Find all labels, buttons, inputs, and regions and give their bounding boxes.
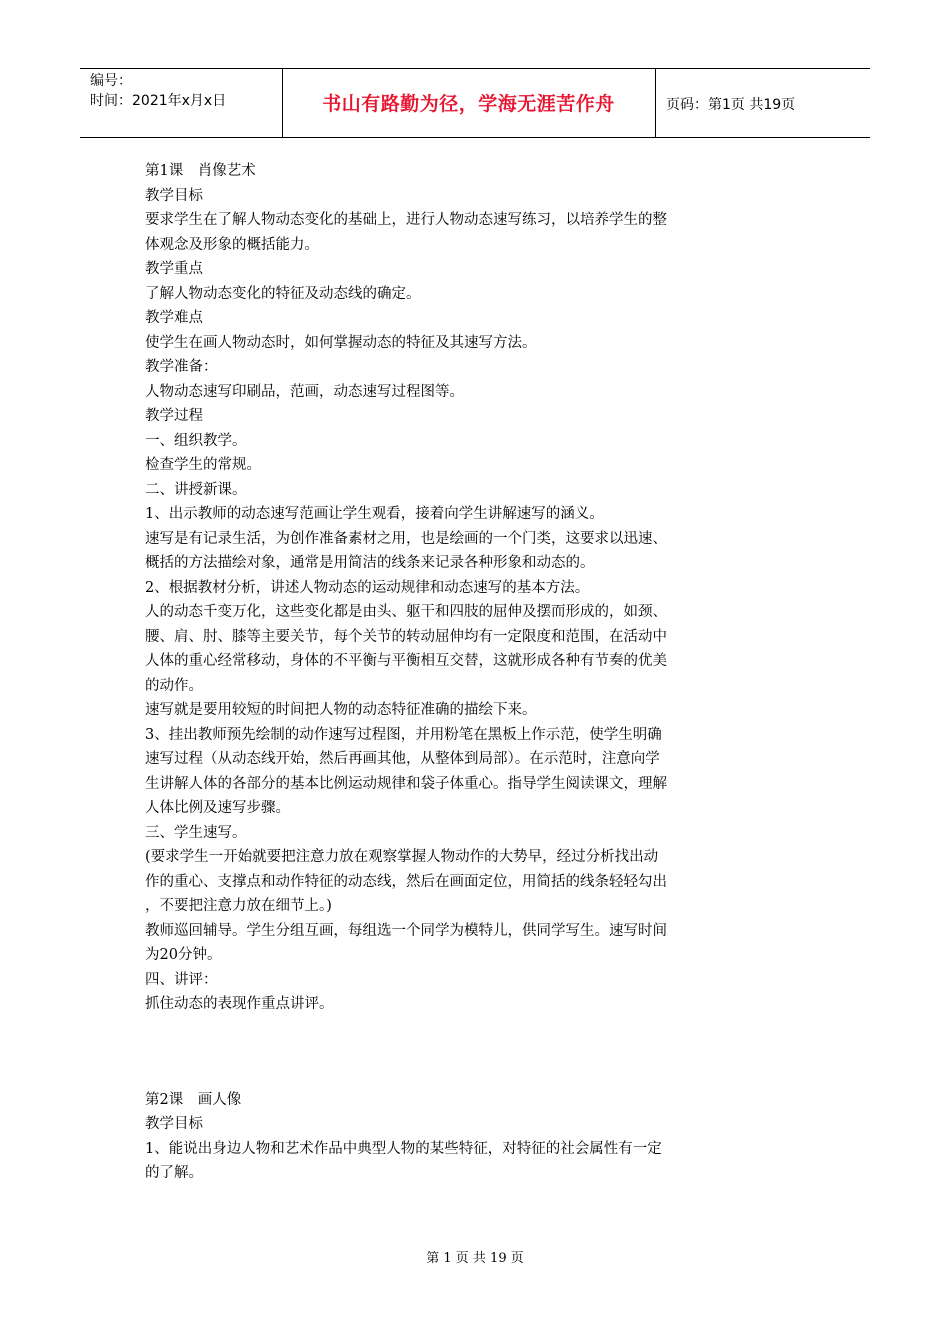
page-footer: 第 1 页 共 19 页 — [426, 1251, 524, 1266]
text-line: 3、挂出教师预先绘制的动作速写过程图，并用粉笔在黑板上作示范，使学生明确 — [145, 726, 662, 743]
text-line: 教学目标 — [145, 1116, 203, 1132]
text-line: 人体的重心经常移动，身体的不平衡与平衡相互交替，这就形成各种有节奏的优美 — [145, 653, 667, 669]
text-line: 教学目标 — [145, 187, 203, 204]
text-line: 四、讲评： — [145, 971, 218, 988]
text-line: 速写过程（从动态线开始，然后再画其他，从整体到局部）。在示范时，注意向学 — [145, 751, 660, 767]
text-line: 1、出示教师的动态速写范画让学生观看，接着向学生讲解速写的涵义。 — [145, 506, 604, 522]
text-line: 腰、肩、肘、膝等主要关节，每个关节的转动屈伸均有一定限度和范围，在活动中 — [145, 628, 667, 645]
page-info: 页码：第1页 共19页 — [666, 97, 796, 113]
text-line: 第1课 肖像艺术 — [145, 163, 256, 179]
text-line: 速写就是要用较短的时间把人物的动态特征准确的描绘下来。 — [145, 702, 537, 718]
text-line: 概括的方法描绘对象，通常是用简洁的线条来记录各种形象和动态的。 — [145, 555, 595, 571]
text-line: 1、能说出身边人物和艺术作品中典型人物的某些特征，对特征的社会属性有一定 — [145, 1140, 662, 1157]
header-meta — [90, 71, 226, 111]
text-line: (要求学生一开始就要把注意力放在观察掌握人物动作的大势早，经过分析找出动 — [145, 849, 659, 865]
text-line: 人体比例及速写步骤。 — [145, 800, 290, 816]
header-table — [80, 68, 870, 138]
text-line: 二、讲授新课。 — [145, 481, 247, 498]
text-line: 抓住动态的表现作重点讲评。 — [145, 996, 334, 1012]
text-line: ，不要把注意力放在细节上。) — [145, 898, 332, 914]
time-label: 时间：2021年x月x日 — [90, 93, 227, 109]
text-line: 教学过程 — [145, 408, 203, 424]
text-line: 人的动态千变万化，这些变化都是由头、躯干和四肢的屈伸及摆而形成的，如颈、 — [145, 604, 667, 620]
text-line: 速写是有记录生活，为创作准备素材之用，也是绘画的一个门类，这要求以迅速、 — [145, 530, 667, 547]
text-line: 教师巡回辅导。学生分组互画，每组选一个同学为模特儿，供同学写生。速写时间 — [145, 922, 667, 939]
text-line: 三、学生速写。 — [145, 824, 247, 841]
text-line: 教学重点 — [145, 261, 203, 277]
lesson-1 — [145, 159, 755, 1017]
text-line: 生讲解人体的各部分的基本比例运动规律和袋子体重心。指导学生阅读课文，理解 — [145, 775, 667, 792]
text-line: 2、根据教材分析，讲述人物动态的运动规律和动态速写的基本方法。 — [145, 579, 590, 596]
text-line: 第2课 画人像 — [145, 1091, 242, 1108]
text-line: 教学准备： — [145, 359, 218, 375]
text-line: 体观念及形象的概括能力。 — [145, 236, 319, 253]
text-line: 一、组织教学。 — [145, 432, 247, 449]
text-line: 人物动态速写印刷品，范画，动态速写过程图等。 — [145, 383, 464, 400]
text-line: 的了解。 — [145, 1165, 203, 1181]
text-line: 要求学生在了解人物动态变化的基础上，进行人物动态速写练习，以培养学生的整 — [145, 212, 667, 228]
text-line: 使学生在画人物动态时，如何掌握动态的特征及其速写方法。 — [145, 334, 537, 351]
number-label: 编号： — [90, 73, 132, 89]
header-divider — [655, 69, 656, 137]
text-line: 了解人物动态变化的特征及动态线的确定。 — [145, 285, 421, 302]
text-line: 教学难点 — [145, 310, 203, 326]
motto: 书山有路勤为径，学海无涯苦作舟 — [322, 93, 615, 115]
section-gap — [145, 1017, 755, 1088]
lesson-2 — [145, 1088, 755, 1186]
text-line: 检查学生的常规。 — [145, 457, 261, 473]
text-line: 作的重心、支撑点和动作特征的动态线，然后在画面定位，用简括的线条轻轻勾出 — [145, 873, 667, 890]
text-line: 为20分钟。 — [145, 947, 222, 963]
text-line: 的动作。 — [145, 677, 203, 694]
document-body — [145, 159, 755, 1186]
